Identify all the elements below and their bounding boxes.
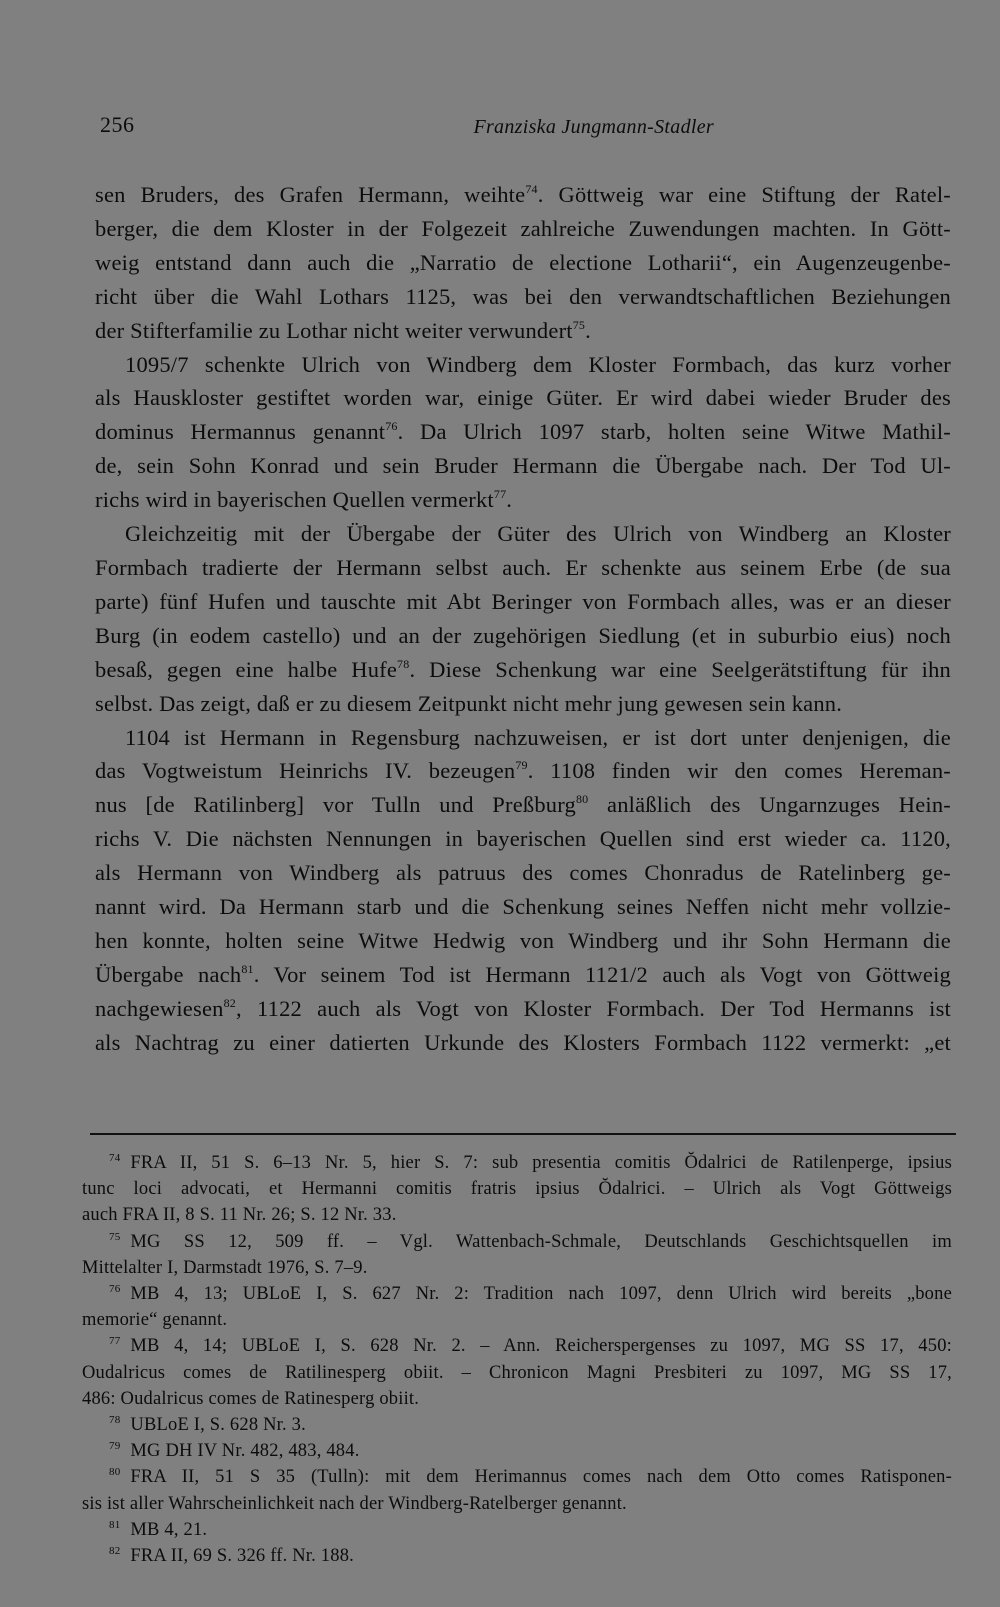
footnote-text: Mittelalter I, Darmstadt 1976, S. 7–9. (82, 1257, 368, 1278)
body-line (95, 212, 951, 246)
body-line (95, 280, 951, 314)
footnote-rule (90, 1133, 956, 1135)
footnote-text: MG SS 12, 509 ff. – Vgl. Wattenbach-Schmale, Deutschlands Geschichtsquellen im (130, 1231, 952, 1252)
footnote (82, 1333, 952, 1412)
body-line (95, 788, 951, 822)
footnote-number: 81 (109, 1518, 121, 1531)
footnote-text: auch FRA II, 8 S. 11 Nr. 26; S. 12 Nr. 33. (82, 1205, 397, 1226)
body-text: de, sein Sohn Konrad und sein Bruder Hermann die Übergabe nach. Der Tod Ul- (95, 453, 951, 479)
body-line (95, 619, 951, 653)
footnote-line (82, 1255, 952, 1281)
footnote-ref: 81 (241, 961, 254, 976)
body-text: als Nachtrag zu einer datierten Urkunde des Klosters Formbach 1122 vermerkt: „et (95, 1029, 951, 1055)
body-line (95, 924, 951, 958)
body-line (95, 721, 951, 755)
body-line (95, 178, 951, 212)
body-line (95, 890, 951, 924)
body-text: Formbach tradierte der Hermann selbst auch. Er schenkte aus seinem Erbe (de sua (95, 554, 951, 580)
footnote-text: UBLoE I, S. 628 Nr. 3. (130, 1415, 306, 1436)
body-text: Übergabe nach (95, 961, 242, 987)
body-line (95, 348, 951, 382)
footnote-text: sis ist aller Wahrscheinlichkeit nach der Windberg-Ratelberger genannt. (82, 1493, 627, 1514)
body-line (95, 415, 951, 449)
body-text: . (585, 317, 591, 343)
body-text: . 1108 finden wir den comes Hereman- (527, 758, 951, 784)
footnote-number: 79 (109, 1440, 121, 1453)
footnotes (82, 1150, 952, 1569)
body-line (95, 653, 951, 687)
footnote (82, 1517, 952, 1543)
main-text (95, 178, 951, 1060)
footnote-line (82, 1464, 952, 1490)
footnote-number: 76 (109, 1283, 121, 1296)
body-line (95, 517, 951, 551)
footnote-ref: 80 (575, 792, 589, 807)
body-text: nannt wird. Da Hermann starb und die Schenkung seines Neffen nicht mehr vollzie- (95, 894, 951, 920)
body-line (95, 856, 951, 890)
footnote (82, 1438, 952, 1464)
body-line (95, 551, 951, 585)
body-line (95, 992, 951, 1026)
footnote-text: tunc loci advocati, et Hermanni comitis fratris ipsius Ŏdalrici. – Ulrich als Vogt Göttweigs (82, 1179, 952, 1200)
body-line (95, 958, 951, 992)
body-text: als Hermann von Windberg als patruus des comes Chonradus de Ratelinberg ge- (95, 860, 951, 886)
body-text: 1095/7 schenkte Ulrich von Windberg dem Kloster Formbach, das kurz vorher (125, 351, 951, 377)
footnote-ref: 82 (223, 995, 236, 1010)
body-line (95, 822, 951, 856)
body-text: berger, die dem Kloster in der Folgezeit zahlreiche Zuwendungen machten. In Gött- (95, 215, 951, 241)
footnote-line (82, 1150, 952, 1176)
body-text: Burg (in eodem castello) und an der zugehörigen Siedlung (et in suburbio eius) noch (95, 622, 951, 648)
footnote (82, 1464, 952, 1516)
footnote-ref: 78 (397, 656, 410, 671)
footnote-ref: 79 (515, 758, 528, 773)
footnote-line (82, 1176, 952, 1202)
footnote-line (82, 1386, 952, 1412)
body-text: 1104 ist Hermann in Regensburg nachzuweisen, er ist dort unter denjenigen, die (125, 724, 951, 750)
body-text: hen konnte, holten seine Witwe Hedwig von Windberg und ihr Sohn Hermann die (95, 927, 951, 953)
footnote-line (82, 1412, 952, 1438)
footnote-text: Oudalricus comes de Ratilinesperg obiit. – Chronicon Magni Presbiteri zu 1097, MG SS 17, (82, 1362, 952, 1383)
footnote (82, 1412, 952, 1438)
footnote-line (82, 1229, 952, 1255)
body-text: . Diese Schenkung war eine Seelgerätstiftung für ihn (409, 656, 951, 682)
body-line (95, 585, 951, 619)
footnote-number: 75 (109, 1230, 121, 1243)
body-text: das Vogtweistum Heinrichs IV. bezeugen (95, 758, 516, 784)
body-line (95, 687, 951, 721)
body-line (95, 449, 951, 483)
footnote-text: MB 4, 21. (130, 1519, 208, 1540)
footnote-number: 82 (109, 1545, 121, 1558)
body-text: . (506, 487, 513, 513)
footnote (82, 1229, 952, 1281)
footnote-number: 74 (109, 1152, 121, 1164)
body-line (95, 246, 951, 280)
running-head: Franziska Jungmann-Stadler (473, 116, 714, 138)
footnote-line (82, 1543, 952, 1569)
footnote-line (82, 1333, 952, 1359)
body-text: parte) fünf Hufen und tauschte mit Abt Beringer von Formbach alles, was er an dieser (95, 588, 951, 614)
footnote-text: memorie“ genannt. (82, 1310, 228, 1331)
body-text: besaß, gegen eine halbe Hufe (95, 656, 398, 682)
footnote-number: 80 (109, 1466, 121, 1479)
footnote-text: MB 4, 13; UBLoE I, S. 627 Nr. 2: Tradition nach 1097, denn Ulrich wird bereits „bone (130, 1284, 952, 1305)
body-text: selbst. Das zeigt, daß er zu diesem Zeitpunkt nicht mehr jung gewesen sein kann. (95, 690, 843, 716)
footnote-line (82, 1281, 952, 1307)
body-text: . Vor seinem Tod ist Hermann 1121/2 auch als Vogt von Göttweig (253, 961, 951, 987)
footnote-line (82, 1202, 952, 1228)
footnote-text: MB 4, 14; UBLoE I, S. 628 Nr. 2. – Ann. Reicherspergenses zu 1097, MG SS 17, 450: (130, 1336, 952, 1357)
body-line (95, 314, 951, 348)
body-text: nachgewiesen (95, 995, 224, 1021)
body-text: richs V. Die nächsten Nennungen in bayerischen Quellen sind erst wieder ca. 1120, (95, 826, 951, 852)
body-text: als Hauskloster gestiftet worden war, einige Güter. Er wird dabei wieder Bruder des (95, 385, 951, 411)
body-line (95, 1026, 951, 1060)
footnote-line (82, 1517, 952, 1543)
body-text: . Da Ulrich 1097 starb, holten seine Witwe Mathil- (397, 419, 951, 445)
page-number: 256 (100, 112, 135, 137)
body-line (95, 483, 951, 517)
footnote-ref: 77 (493, 487, 507, 502)
body-text: richs wird in bayerischen Quellen vermerkt (95, 487, 494, 513)
footnote (82, 1543, 952, 1569)
footnote-line (82, 1307, 952, 1333)
body-text: , 1122 auch als Vogt von Kloster Formbach. Der Tod Hermanns ist (236, 995, 951, 1021)
body-text: . Göttweig war eine Stiftung der Ratel- (537, 182, 951, 207)
footnote-text: MG DH IV Nr. 482, 483, 484. (130, 1441, 360, 1462)
body-line (95, 381, 951, 415)
body-text: anläßlich des Ungarnzuges Hein- (588, 792, 951, 818)
footnote-ref: 74 (525, 182, 538, 196)
footnote-ref: 75 (572, 317, 586, 332)
footnote-text: FRA II, 69 S. 326 ff. Nr. 188. (130, 1546, 354, 1567)
footnote-line (82, 1438, 952, 1464)
body-text: dominus Hermannus genannt (95, 419, 386, 445)
footnote-text: 486: Oudalricus comes de Ratinesperg obiit. (82, 1388, 420, 1409)
footnote (82, 1281, 952, 1333)
footnote-text: FRA II, 51 S. 6–13 Nr. 5, hier S. 7: sub presentia comitis Ŏdalrici de Ratilenperge, ipsius (130, 1153, 952, 1173)
body-text: nus [de Ratilinberg] vor Tulln und Preßburg (95, 792, 576, 818)
footnote-line (82, 1491, 952, 1517)
footnote (82, 1150, 952, 1229)
footnote-line (82, 1360, 952, 1386)
body-line (95, 754, 951, 788)
footnote-text: FRA II, 51 S 35 (Tulln): mit dem Herimannus comes nach dem Otto comes Ratisponen- (130, 1467, 952, 1488)
footnote-ref: 76 (385, 419, 398, 434)
footnote-number: 78 (109, 1414, 121, 1427)
body-text: Gleichzeitig mit der Übergabe der Güter des Ulrich von Windberg an Kloster (125, 521, 951, 547)
body-text: richt über die Wahl Lothars 1125, was bei den verwandtschaftlichen Beziehungen (95, 283, 951, 309)
body-text: sen Bruders, des Grafen Hermann, weihte (95, 182, 526, 207)
body-text: weig entstand dann auch die „Narratio de electione Lotharii“, ein Augenzeugenbe- (95, 249, 951, 275)
footnote-number: 77 (109, 1335, 121, 1348)
body-text: der Stifterfamilie zu Lothar nicht weiter verwundert (95, 317, 573, 343)
